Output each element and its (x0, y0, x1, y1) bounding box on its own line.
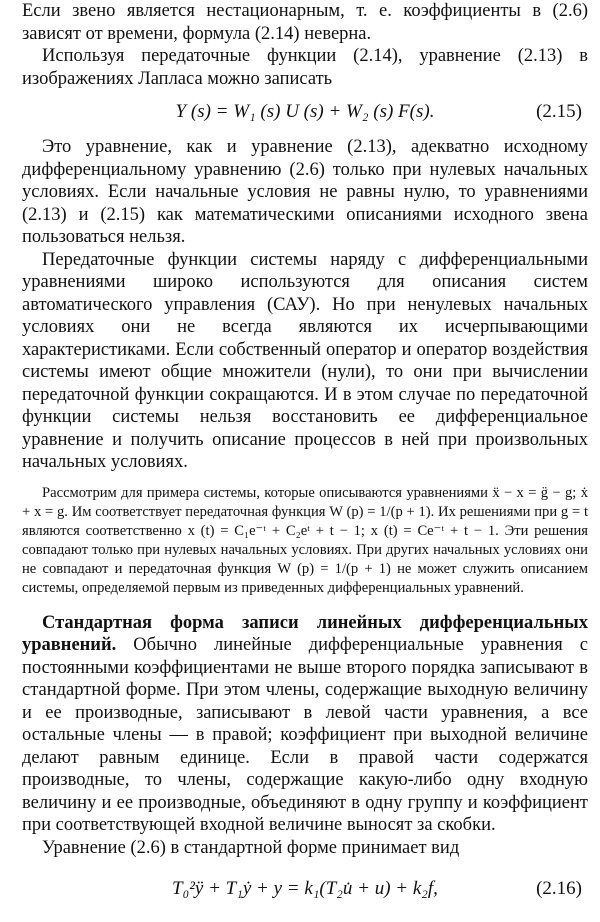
equation-2-15-expression: Y (s) = W₁ (s) U (s) + W₂ (s) F(s). (175, 101, 435, 122)
equation-2-16-number: (2.16) (536, 878, 582, 899)
paragraph-3: Это уравнение, как и уравнение (2.13), адекватно исходному дифференциальному уравнению (2.6) только при нулевых начальных условиях. Если начальные условия не равны нулю, то уравнениями (2.13) и (2.15) как математическими описаниями исходного звена пользоваться нельзя. (22, 137, 588, 247)
example-paragraph: Рассмотрим для примера системы, которые описываются уравнениями ẍ − x = g̈ − g; ẋ + x = g. Им соответствует передаточная функция W (p) = 1/(p + 1). Их решениями при g = t являются соответственно x (t) = C₁e⁻ᵗ + C₂eᵗ + t − 1; x (t) = Ce⁻ᵗ + t − 1. Эти решения совпадают только при нулевых начальных условиях. При других начальных условиях они не совпадают и передаточная функция W (p) = 1/(p + 1) не может служить описанием системы, определяемой первым из приведенных дифференциальных уравнений. (22, 484, 588, 596)
paragraph-5-body: Обычно линейные дифференциальные уравнения с постоянными коэффициентами не выше второго порядка записывают в стандартной форме. При этом члены, содержащие выходную величину и ее производные, записывают в левой части уравнения, а все остальные члены — в правой; коэффициент при выходной величине делают равным единице. Если в правой части содержатся производные, то члены, содержащие какую-либо одну входную величину и ее производные, объединяют в одну группу и коэффициент при соответствующей входной величине выносят за скобки. (22, 635, 588, 835)
paragraph-6: Уравнение (2.6) в стандартной форме принимает вид (42, 837, 460, 858)
paragraph-5 (22, 612, 588, 837)
paragraph-1: Если звено является нестационарным, т. е. коэффициенты в (2.6) зависят от времени, формула (2.14) неверна. (22, 1, 588, 44)
page (22, 0, 588, 913)
paragraph-4: Передаточные функции системы наряду с дифференциальными уравнениями широко используются для описания систем автоматического управления (САУ). Но при ненулевых начальных условиях они не всегда являются их исчерпывающими характеристиками. Если собственный оператор и оператор воздействия системы имеют общие множители (нули), то они при вычислении передаточной функции сокращаются. И в этом случае по передаточной функции системы нельзя восстановить ее дифференциальное уравнение и получить описание процессов в ней при произвольных начальных условиях. (22, 249, 588, 472)
equation-2-15 (22, 90, 588, 136)
equation-2-16 (22, 867, 588, 913)
equation-2-15-number: (2.15) (536, 101, 582, 122)
equation-2-16-expression: T₀²ÿ + T₁ẏ + y = k₁(T₂u̇ + u) + k₂f, (172, 878, 438, 899)
section-heading: Стандартная форма записи линейных дифференциальных уравнений. (22, 612, 588, 655)
example-block (22, 484, 588, 598)
paragraph-2: Используя передаточные функции (2.14), уравнение (2.13) в изображениях Лапласа можно записать (22, 46, 588, 89)
